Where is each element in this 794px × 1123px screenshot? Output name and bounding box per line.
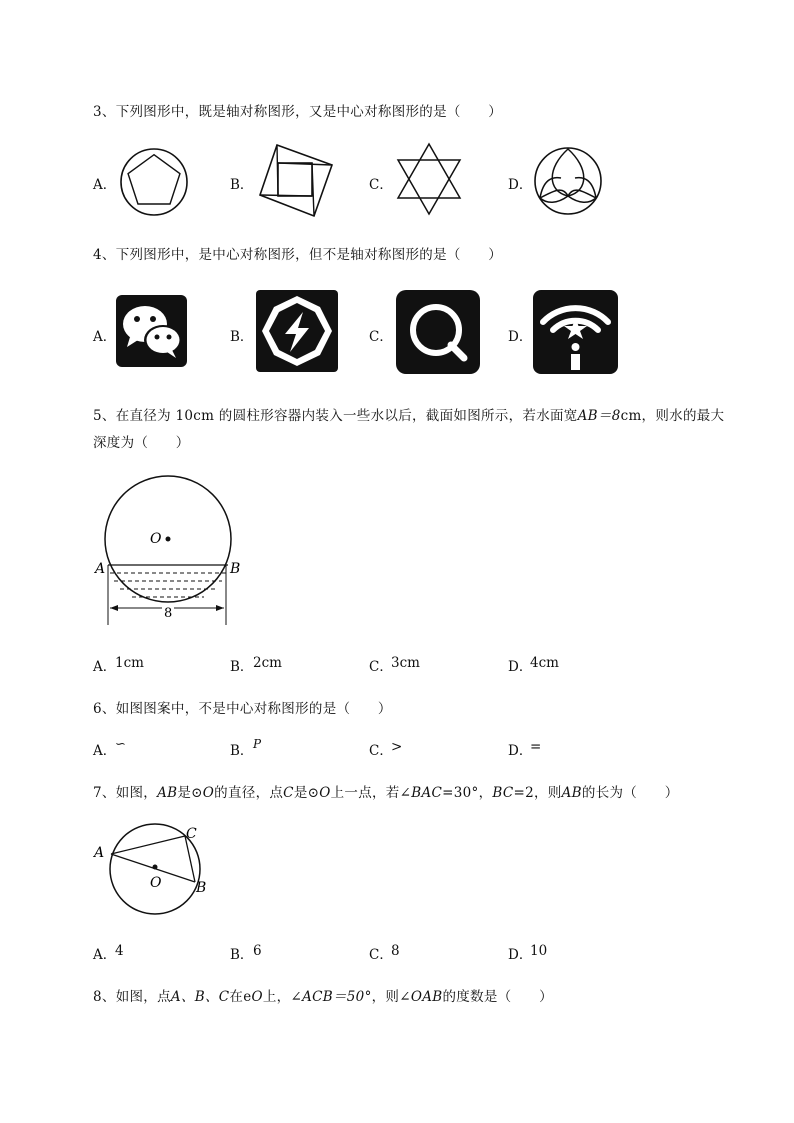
hexagram-icon <box>396 142 462 216</box>
q7-option-d-text: 10 <box>530 943 548 959</box>
q7-circle-figure <box>92 822 212 922</box>
q7-option-d-label: D． <box>508 947 533 963</box>
q3-option-d-label: D． <box>508 177 533 193</box>
wechat-logo-icon <box>116 295 187 367</box>
q6-option-a-label: A． <box>93 743 117 759</box>
q5-option-b-text: 2cm <box>253 655 282 671</box>
q5-option-d-text: 4cm <box>530 655 559 671</box>
q4-option-c-label: C． <box>369 329 393 345</box>
wifi-star-icon <box>533 290 618 374</box>
q6-option-a-text: ∽ <box>115 737 126 752</box>
q3-option-c-label: C． <box>369 177 393 193</box>
q5-width-label: 8 <box>164 606 173 621</box>
question-5-line-2: 深度为（ ） <box>93 435 190 451</box>
q3-option-b-label: B． <box>230 177 254 193</box>
q7-option-c-text: 8 <box>391 943 400 959</box>
q7-option-c-label: C． <box>369 947 393 963</box>
magnifier-q-icon <box>396 290 480 374</box>
q5-option-a-label: A． <box>93 659 117 675</box>
q7-option-a-label: A． <box>93 947 117 963</box>
squares-rotated-icon <box>258 143 334 219</box>
q7-option-b-text: 6 <box>253 943 262 959</box>
q5-option-a-text: 1cm <box>115 655 144 671</box>
q6-option-b-label: B． <box>230 743 254 759</box>
q7-point-c-label: C <box>186 826 197 842</box>
question-3-text: 3、下列图形中，既是轴对称图形，又是中心对称图形的是（ ） <box>93 104 503 120</box>
q5-point-b-label: B <box>230 561 241 577</box>
q5-option-c-text: 3cm <box>391 655 420 671</box>
question-8-text: 8、如图，点A、B、C在eO上，∠ACB＝50°，则∠OAB的度数是（ ） <box>93 989 553 1005</box>
question-5-line-1: 5、在直径为 10cm 的圆柱形容器内装入一些水以后，截面如图所示，若水面宽AB＝8cm，则水的最大 <box>93 408 725 424</box>
q5-center-label: O <box>150 531 162 547</box>
three-petal-circle-icon <box>533 146 603 216</box>
q7-point-a-label: A <box>94 845 105 861</box>
q6-option-c-label: C． <box>369 743 393 759</box>
q4-option-b-label: B． <box>230 329 254 345</box>
q7-option-b-label: B． <box>230 947 254 963</box>
q5-option-c-label: C． <box>369 659 393 675</box>
q5-point-a-label: A <box>95 561 106 577</box>
pentagon-in-circle-icon <box>118 146 190 218</box>
q4-option-d-label: D． <box>508 329 533 345</box>
q6-option-c-text: > <box>391 739 403 755</box>
question-6-text: 6、如图图案中，不是中心对称图形的是（ ） <box>93 701 392 717</box>
question-7-text: 7、如图，AB是⊙O的直径，点C是⊙O上一点，若∠BAC=30°，BC=2，则AB的长为（ ） <box>93 785 679 801</box>
q7-point-b-label: B <box>196 880 207 896</box>
lightning-badge-icon <box>256 290 338 372</box>
q5-option-b-label: B． <box>230 659 254 675</box>
q4-option-a-label: A． <box>93 329 117 345</box>
q7-option-a-text: 4 <box>115 943 124 959</box>
q6-option-d-text: = <box>530 739 542 755</box>
question-4-text: 4、下列图形中，是中心对称图形，但不是轴对称图形的是（ ） <box>93 247 503 263</box>
q5-circle-water-figure <box>92 475 252 631</box>
q5-option-d-label: D． <box>508 659 533 675</box>
q3-option-a-label: A． <box>93 177 117 193</box>
q7-center-label: O <box>150 875 162 891</box>
q6-option-d-label: D． <box>508 743 533 759</box>
q6-option-b-text: 𝑃 <box>253 737 262 751</box>
